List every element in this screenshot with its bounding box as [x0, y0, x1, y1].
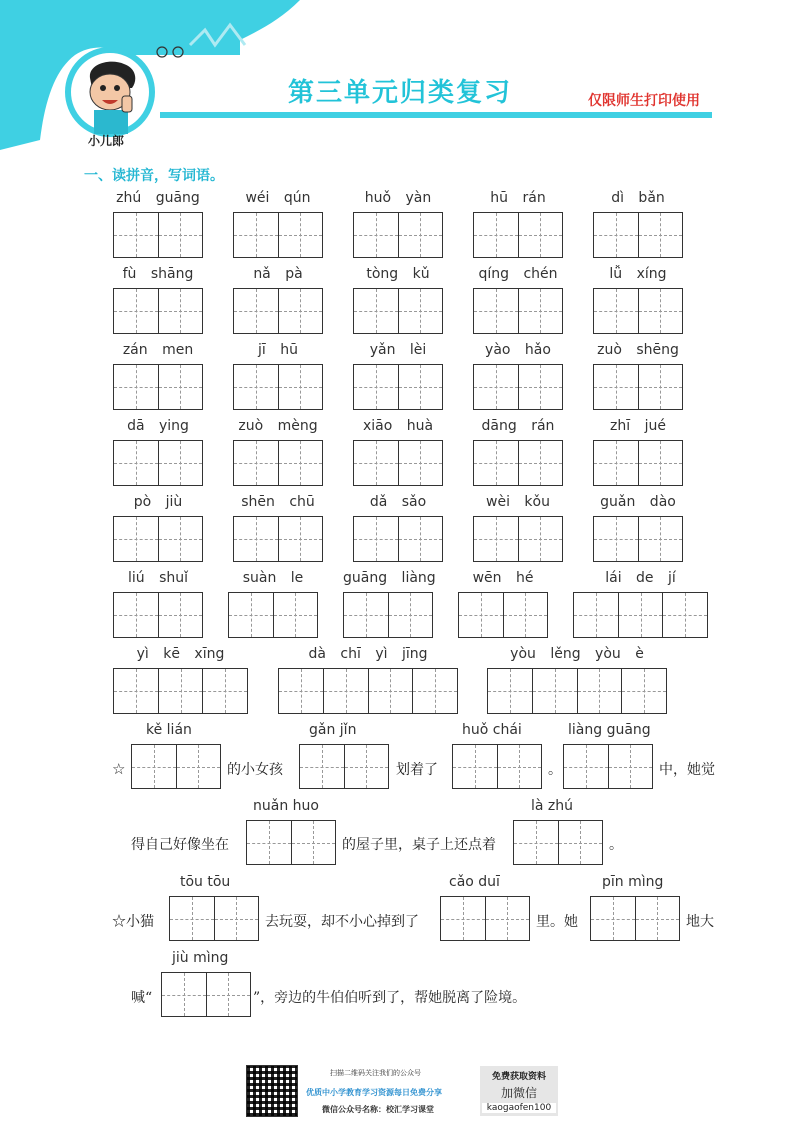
writing-box[interactable]: [593, 440, 683, 486]
sentence1-pinyin-2: gǎn jǐn: [309, 722, 357, 738]
sentence2-pinyin-4: jiù mìng: [172, 950, 229, 966]
writing-box[interactable]: [113, 668, 248, 714]
sentence2-text-3: 地大: [686, 914, 714, 930]
writing-box[interactable]: [353, 364, 443, 410]
pinyin-label: zhú guāng: [116, 190, 200, 206]
writing-box[interactable]: [593, 364, 683, 410]
sentence1-box-5[interactable]: [246, 820, 336, 865]
pinyin-label: guāng liàng: [343, 570, 436, 586]
sentence2-box-2[interactable]: [440, 896, 530, 941]
footer-line-1: 扫描二维码关注我们的公众号: [330, 1069, 421, 1077]
pinyin-label: pò jiù: [133, 494, 183, 510]
pinyin-label: shēn chū: [241, 494, 315, 510]
footer-line-2: 优质中小学教育学习资源每日免费分享: [306, 1088, 442, 1097]
sentence2-text-1: 去玩耍，却不小心掉到了: [265, 914, 419, 930]
sentence1-star: ☆: [112, 760, 126, 778]
sentence1-box-3[interactable]: [452, 744, 542, 789]
boy-mascot-avatar: [80, 58, 144, 134]
sentence1-box-2[interactable]: [299, 744, 389, 789]
writing-box[interactable]: [353, 516, 443, 562]
sentence2-text-0: ☆小猫: [112, 914, 154, 930]
sentence1-pinyin-5: nuǎn huo: [253, 798, 319, 814]
promo-line-2: 加微信: [500, 1086, 537, 1100]
pinyin-label: fù shāng: [122, 266, 194, 282]
pinyin-label: wèi kǒu: [486, 494, 550, 510]
writing-box[interactable]: [473, 440, 563, 486]
pinyin-label: huǒ yàn: [364, 190, 432, 206]
pinyin-label: suàn le: [242, 570, 304, 586]
sentence2-pinyin-3: pīn mìng: [602, 874, 664, 890]
writing-box[interactable]: [593, 288, 683, 334]
sentence2-pinyin-2: cǎo duī: [449, 874, 500, 890]
page-title: 第三单元归类复习: [287, 78, 512, 108]
sentence1-text-1: 的小女孩: [227, 762, 283, 778]
pinyin-label: dā ying: [127, 418, 189, 434]
writing-box[interactable]: [593, 212, 683, 258]
writing-box[interactable]: [113, 592, 203, 638]
writing-box[interactable]: [113, 212, 203, 258]
pinyin-label: hū rán: [490, 190, 546, 206]
sentence2-box-4[interactable]: [161, 972, 251, 1017]
sentence1-text-4: 中，她觉: [659, 762, 715, 778]
pinyin-label: liú shuǐ: [127, 570, 189, 586]
pinyin-label: wéi qún: [245, 190, 311, 206]
sentence1-text-5: 得自己好像坐在: [131, 837, 229, 853]
writing-box[interactable]: [353, 440, 443, 486]
pinyin-label: dà chī yì jīng: [308, 646, 428, 662]
pinyin-label: yì kē xīng: [136, 646, 225, 662]
sentence1-pinyin-3: huǒ chái: [462, 722, 522, 738]
writing-box[interactable]: [228, 592, 318, 638]
footer-line-3: 微信公众号名称：校汇学习课堂: [322, 1105, 434, 1114]
pinyin-label: qíng chén: [478, 266, 558, 282]
pinyin-label: zuò shēng: [597, 342, 679, 358]
writing-box[interactable]: [573, 592, 708, 638]
pinyin-label: lái de jí: [605, 570, 676, 586]
pinyin-label: zhī jué: [610, 418, 666, 434]
sentence2-box-1[interactable]: [169, 896, 259, 941]
writing-box[interactable]: [473, 516, 563, 562]
pinyin-label: zán men: [122, 342, 194, 358]
pinyin-label: nǎ pà: [253, 266, 303, 282]
writing-box[interactable]: [593, 516, 683, 562]
writing-box[interactable]: [473, 364, 563, 410]
sentence1-box-4[interactable]: [563, 744, 653, 789]
writing-box[interactable]: [278, 668, 458, 714]
sentence2-text-4: 喊“: [131, 990, 153, 1006]
pinyin-label: yào hǎo: [485, 342, 551, 358]
writing-box[interactable]: [113, 288, 203, 334]
writing-box[interactable]: [487, 668, 667, 714]
sentence1-pinyin-6: là zhú: [531, 798, 574, 814]
pinyin-label: dǎ sǎo: [369, 494, 427, 510]
writing-box[interactable]: [113, 364, 203, 410]
promo-line-3: kaogaofen100: [482, 1103, 556, 1113]
sentence1-box-6[interactable]: [513, 820, 603, 865]
pinyin-label: yòu lěng yòu è: [510, 646, 644, 662]
sentence1-text-2: 划着了: [396, 762, 438, 778]
restriction-note: 仅限师生打印使用: [588, 93, 700, 109]
writing-box[interactable]: [458, 592, 548, 638]
pinyin-label: tòng kǔ: [366, 266, 430, 282]
pinyin-label: lǚ xíng: [609, 266, 667, 282]
pinyin-label: zuò mèng: [238, 418, 318, 434]
sentence1-text-6: 的屋子里，桌子上还点着: [342, 837, 496, 853]
writing-box[interactable]: [233, 364, 323, 410]
writing-box[interactable]: [233, 516, 323, 562]
writing-box[interactable]: [343, 592, 433, 638]
qr-code: [246, 1065, 298, 1117]
sentence2-text-5: ”，旁边的牛伯伯听到了，帮她脱离了险境。: [253, 990, 527, 1006]
sentence1-pinyin-4: liàng guāng: [568, 722, 651, 738]
pinyin-label: dì bǎn: [611, 190, 665, 206]
sentence1-text-7: 。: [609, 837, 623, 853]
writing-box[interactable]: [233, 212, 323, 258]
pinyin-label: wēn hé: [472, 570, 534, 586]
pinyin-label: xiāo huà: [362, 418, 434, 434]
writing-box[interactable]: [353, 288, 443, 334]
writing-box[interactable]: [113, 440, 203, 486]
writing-box[interactable]: [233, 288, 323, 334]
pinyin-label: guǎn dào: [600, 494, 676, 510]
brand-name: 小儿郎: [88, 134, 125, 148]
sentence1-pinyin-1: kě lián: [146, 722, 192, 738]
sentence1-box-1[interactable]: [131, 744, 221, 789]
section-title: 一、读拼音，写词语。: [84, 168, 224, 184]
pinyin-label: jī hū: [258, 342, 298, 358]
writing-box[interactable]: [233, 440, 323, 486]
pinyin-label: yǎn lèi: [369, 342, 427, 358]
promo-line-1: 免费获取资料: [491, 1072, 546, 1082]
sentence1-text-3: 。: [548, 762, 562, 778]
promo-box: [480, 1066, 558, 1116]
writing-box[interactable]: [353, 212, 443, 258]
sentence2-pinyin-1: tōu tōu: [180, 874, 231, 890]
sentence2-box-3[interactable]: [590, 896, 680, 941]
writing-box[interactable]: [473, 288, 563, 334]
pinyin-label: dāng rán: [481, 418, 555, 434]
writing-box[interactable]: [113, 516, 203, 562]
writing-box[interactable]: [473, 212, 563, 258]
sentence2-text-2: 里。她: [536, 914, 578, 930]
